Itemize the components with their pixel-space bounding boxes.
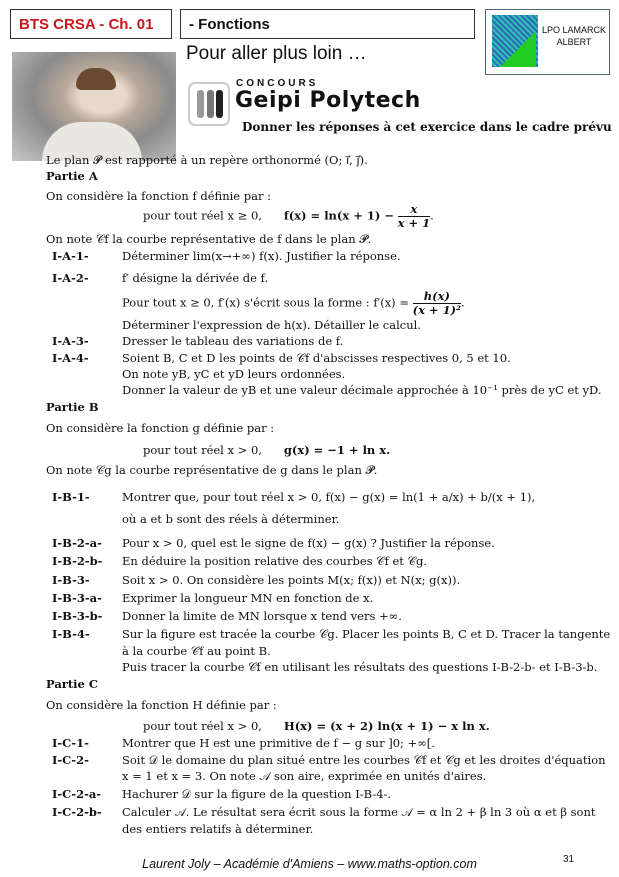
question-text: Puis tracer la courbe 𝒞f en utilisant les résultats des questions I-B-2-b- et I-B-3-b. [122,660,598,674]
part-a-def: On considère la fonction f définie par : [46,189,272,203]
school-emblem-icon [492,15,538,67]
question-text: Soient B, C et D les points de 𝒞f d'abscisses respectives 0, 5 et 10. [122,351,511,365]
question-text: Montrer que, pour tout réel x > 0, f(x) − g(x) = ln(1 + a/x) + b/(x + 1), [122,490,536,504]
question-label: I-B-3- [52,573,90,587]
subtitle: Pour aller plus loin … [186,43,367,64]
part-c-title: Partie C [46,677,99,691]
question-label: I-B-2-b- [52,554,103,568]
question-label: I-B-3-a- [52,591,102,605]
thinking-man-photo [12,52,176,161]
formula-f: f(x) = ln(x + 1) − [283,208,394,223]
formula-lead: pour tout réel x ≥ 0, [143,208,262,223]
question-text: Calculer 𝒜. Le résultat sera écrit sous la forme 𝒜 = α ln 2 + β ln 3 où α et β sont [122,805,596,819]
part-b-note: On note 𝒞g la courbe représentative de g dans le plan 𝓟. [46,463,378,477]
question-text: Déterminer l'expression de h(x). Détailler le calcul. [122,318,421,332]
question-text: Donner la limite de MN lorsque x tend vers +∞. [122,609,402,623]
footer-text: Laurent Joly – Académie d'Amiens – www.maths-option.com [142,857,477,871]
question-label: I-A-2- [52,271,89,285]
question-text: des entiers relatifs à déterminer. [122,822,314,836]
fraction: $\frac{h(x)}{\text{(x + 1)²}}$ [412,289,462,317]
question-label: I-C-1- [52,736,89,750]
question-text: f′ désigne la dérivée de f. [122,271,269,285]
part-c-def: On considère la fonction H définie par : [46,698,277,712]
question-text: Sur la figure est tracée la courbe 𝒞g. Placer les points B, C et D. Tracer la tangente [122,627,611,641]
part-b-def: On considère la fonction g définie par : [46,421,275,435]
page-number: 31 [563,854,575,865]
question-label: I-B-3-b- [52,609,103,623]
question-text: En déduire la position relative des courbes 𝒞f et 𝒞g. [122,554,427,568]
instruction: Donner les réponses à cet exercice dans le cadre prévu [242,120,612,134]
part-a-note: On note 𝒞f la courbe représentative de f dans le plan 𝓟. [46,232,372,246]
question-label: I-A-4- [52,351,89,365]
question-text: à la courbe 𝒞f au point B. [122,644,271,658]
question-text: Donner la valeur de yB et une valeur décimale approchée à 10⁻¹ près de yC et yD. [122,383,602,397]
part-a-title: Partie A [46,169,98,183]
geipi-icon [188,82,230,126]
question-text: où a et b sont des réels à déterminer. [122,512,340,526]
course-label: BTS CRSA - Ch. 01 [10,9,172,39]
question-text: Déterminer lim(x→+∞) f(x). Justifier la réponse. [122,249,401,263]
question-label: I-C-2-a- [52,787,102,801]
question-text: On note yB, yC et yD leurs ordonnées. [122,367,346,381]
school-logo [485,9,610,75]
question-label: I-B-1- [52,490,90,504]
contest-label: CONCOURS [236,78,319,89]
chapter-title: - Fonctions [180,9,475,39]
fraction: $\frac{x}{x + 1}$ [397,202,431,230]
question-label: I-C-2- [52,753,89,767]
question-text: Dresser le tableau des variations de f. [122,334,344,348]
question-text: Pour tout x ≥ 0, f′(x) s'écrit sous la forme : f′(x) = $\frac{h(x)}{\text{(x + 1)²}}$ . [122,289,465,317]
contest-name: Geipi Polytech [235,88,421,113]
question-text: Soit x > 0. On considère les points M(x; f(x)) et N(x; g(x)). [122,573,461,587]
question-text: Soit 𝒟 le domaine du plan situé entre les courbes 𝒞f et 𝒞g et les droites d'équation [122,753,606,767]
question-text: Hachurer 𝒟 sur la figure de la question I-B-4-. [122,787,392,801]
intro-text: Le plan 𝓟 est rapporté à un repère orthonormé (O; i⃗, j⃗). [46,153,368,167]
question-label: I-A-1- [52,249,89,263]
part-b-title: Partie B [46,400,99,414]
question-text: x = 1 et x = 3. On note 𝒜 son aire, exprimée en unités d'aires. [122,769,487,783]
question-label: I-B-2-a- [52,536,102,550]
part-b-formula: pour tout réel x > 0, g(x) = −1 + ln x. [143,443,391,457]
part-a-formula: pour tout réel x ≥ 0, f(x) = ln(x + 1) − $\frac{x}{x + 1}$ . [143,202,434,230]
question-label: I-A-3- [52,334,89,348]
question-text: Exprimer la longueur MN en fonction de x. [122,591,374,605]
question-label: I-C-2-b- [52,805,102,819]
part-c-formula: pour tout réel x > 0, H(x) = (x + 2) ln(x + 1) − x ln x. [143,719,490,733]
question-text: Pour x > 0, quel est le signe de f(x) − g(x) ? Justifier la réponse. [122,536,495,550]
question-label: I-B-4- [52,627,90,641]
school-name: LPO LAMARCK ALBERT [541,25,607,47]
question-text: Montrer que H est une primitive de f − g sur ]0; +∞[. [122,736,435,750]
